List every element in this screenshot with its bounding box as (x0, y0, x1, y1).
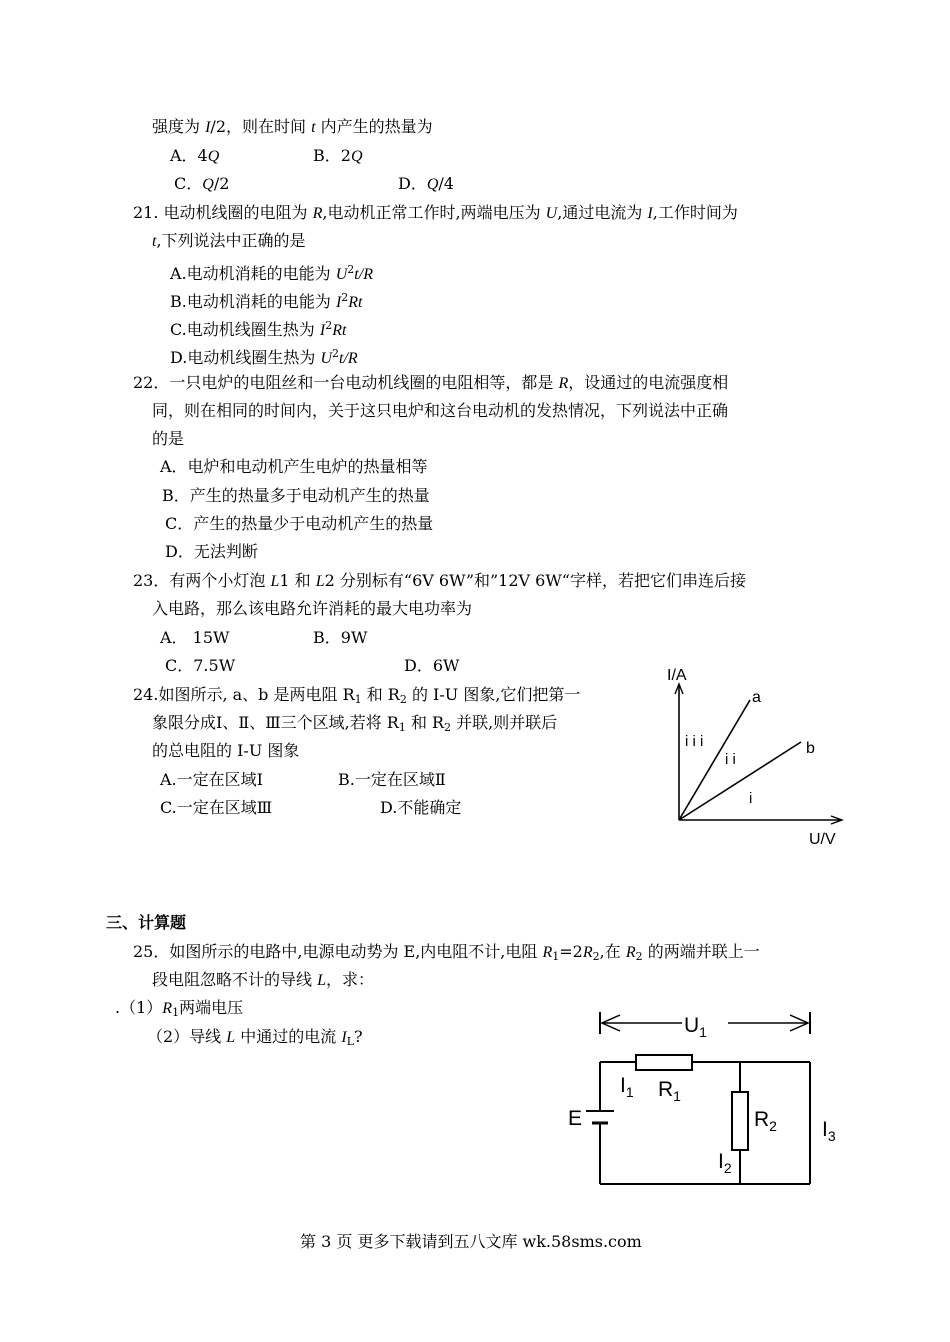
q23-option-d: D．6W (404, 656, 460, 675)
section-title: 三、计算题 (106, 913, 187, 932)
q21-option-c: C.电动机线圈生热为 $I^2Rt$ (170, 319, 347, 339)
page-footer: 第 3 页 更多下载请到五八文库 wk.58sms.com (300, 1232, 642, 1251)
iu-graph-region-3: i i i (685, 733, 704, 750)
q24-stem-line2: 象限分成Ⅰ、Ⅱ、Ⅲ三个区域,若将 $R_1$ 和 $R_2$ 并联,则并联后 (152, 713, 558, 734)
q24-option-c: C.一定在区域Ⅲ (160, 798, 273, 817)
q20-continuation: 强度为 I/2，则在时间 t 内产生的热量为 (152, 117, 433, 136)
q23-stem-line1: 23．有两个小灯泡 L1 和 L2 分别标有“6V 6W”和”12V 6W“字样，若把它们串连后接 (133, 571, 746, 590)
q21-stem-line1: 21. 电动机线圈的电阻为 R,电动机正常工作时,两端电压为 U,通过电流为 I,工作时间为 (133, 203, 738, 222)
q23-option-c: C．7.5W (165, 656, 236, 675)
iu-graph-y-label: I/A (667, 667, 687, 684)
r2-label: $R_2$ (754, 1108, 777, 1134)
q25-part2: （2）导线 L 中通过的电流 $I_L$? (147, 1027, 363, 1048)
iu-graph-x-label: U/V (809, 831, 836, 848)
q20-option-c: C．Q/2 (174, 174, 230, 193)
iu-graph-label-a: a (752, 689, 761, 706)
q21-option-b: B.电动机消耗的电能为 $I^2Rt$ (170, 291, 363, 311)
q25-stem-line2: 段电阻忽略不计的导线 L，求： (152, 970, 375, 989)
circuit-diagram (560, 1000, 850, 1200)
q20-option-b: B．2Q (313, 146, 363, 165)
q22-stem-line3: 的是 (152, 429, 185, 448)
q25-part1: $.(1)R_1$两端电压 (115, 998, 244, 1019)
q21-stem-line2: t,下列说法中正确的是 (152, 231, 306, 250)
q21-option-a: A.电动机消耗的电能为 $U^2t/R$ (170, 263, 373, 283)
iu-graph (655, 660, 855, 850)
q24-stem-line3: 的总电阻的 I-U 图象 (152, 741, 300, 760)
iu-graph-region-2: i i (725, 751, 736, 768)
q25-stem-line1: 25．如图所示的电路中,电源电动势为 E,内电阻不计,电阻 $R_1=2R_2$,在 $R_2$ 的两端并联上一 (133, 942, 760, 963)
iu-graph-line-b (679, 742, 801, 820)
u1-label: $U_1$ (684, 1014, 707, 1040)
q22-stem-line2: 同，则在相同的时间内，关于这只电炉和这台电动机的发热情况，下列说法中正确 (152, 401, 729, 420)
iu-graph-line-a (679, 700, 753, 820)
q22-stem-line1: 22．一只电炉的电阻丝和一台电动机线圈的电阻相等，都是 R，设通过的电流强度相 (133, 373, 729, 392)
i2-label: $I_2$ (718, 1150, 732, 1176)
iu-graph-label-b: b (806, 740, 815, 757)
q22-option-d: D．无法判断 (165, 542, 258, 561)
q23-option-b: B．9W (313, 628, 368, 647)
q22-option-b: B．产生的热量多于电动机产生的热量 (162, 486, 430, 505)
q24-option-b: B.一定在区域Ⅱ (338, 770, 446, 789)
i3-label: $I_3$ (822, 1118, 836, 1144)
e-label: E (568, 1107, 583, 1130)
q22-option-a: A．电炉和电动机产生电炉的热量相等 (160, 457, 428, 476)
q23-option-a: A． 15W (160, 628, 230, 647)
iu-graph-region-1: i (749, 790, 753, 807)
q21-option-d: D.电动机线圈生热为 $U^2t/R$ (170, 347, 358, 367)
q24-option-d: D.不能确定 (380, 798, 462, 817)
r1-label: $R_1$ (658, 1078, 681, 1104)
i1-label: $I_1$ (620, 1074, 634, 1100)
resistor-r1 (636, 1055, 692, 1070)
q24-stem-line1: 24.如图所示, a、b 是两电阻 $R_1$ 和 $R_2$ 的 I-U 图象,它们把第一 (133, 685, 581, 706)
q22-option-c: C．产生的热量少于电动机产生的热量 (165, 514, 434, 533)
q20-option-a: A．4Q (170, 146, 220, 165)
resistor-r2 (732, 1092, 748, 1150)
q24-option-a: A.一定在区域Ⅰ (160, 770, 263, 789)
q20-option-d: D．Q/4 (398, 174, 454, 193)
q23-stem-line2: 入电路，那么该电路允许消耗的最大电功率为 (152, 599, 473, 618)
